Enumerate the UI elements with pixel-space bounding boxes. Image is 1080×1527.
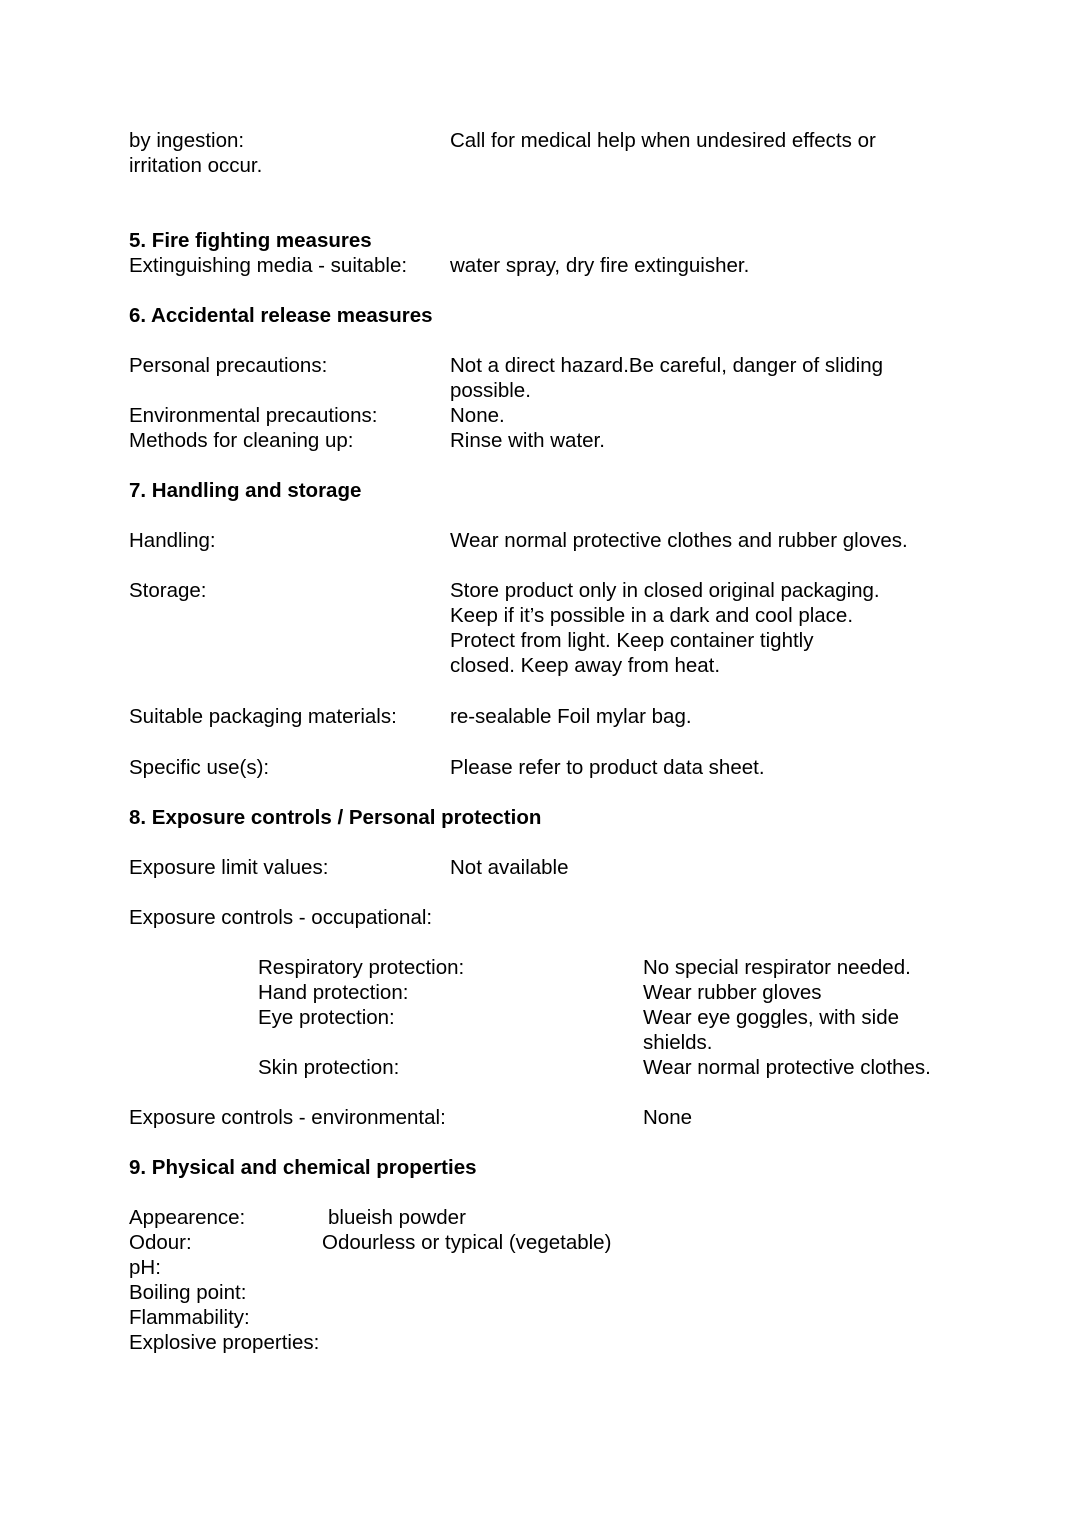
explosive-properties-label: Explosive properties: bbox=[129, 1331, 320, 1354]
storage-value-line-3: Protect from light. Keep container tightly bbox=[450, 629, 814, 652]
eye-protection-value: Wear eye goggles, with side bbox=[643, 1006, 900, 1029]
storage-value-line-1: Store product only in closed original packaging. bbox=[450, 579, 880, 602]
specific-use-value: Please refer to product data sheet. bbox=[450, 756, 765, 779]
cleaning-methods-value: Rinse with water. bbox=[450, 429, 605, 452]
environmental-controls-label: Exposure controls - environmental: bbox=[129, 1106, 446, 1129]
extinguishing-media-label: Extinguishing media - suitable: bbox=[129, 254, 408, 277]
ph-label: pH: bbox=[129, 1256, 161, 1279]
personal-precautions-value-cont: possible. bbox=[450, 379, 531, 402]
cleaning-methods-label: Methods for cleaning up: bbox=[129, 429, 354, 452]
hand-protection-value: Wear rubber gloves bbox=[643, 981, 822, 1004]
ingestion-value: Call for medical help when undesired effects or bbox=[450, 129, 876, 152]
eye-protection-label: Eye protection: bbox=[258, 1006, 395, 1029]
hand-protection-label: Hand protection: bbox=[258, 981, 409, 1004]
section-5-heading: 5. Fire fighting measures bbox=[129, 229, 372, 252]
environmental-precautions-label: Environmental precautions: bbox=[129, 404, 378, 427]
section-8-heading: 8. Exposure controls / Personal protection bbox=[129, 806, 542, 829]
packaging-materials-value: re-sealable Foil mylar bag. bbox=[450, 705, 692, 728]
packaging-materials-label: Suitable packaging materials: bbox=[129, 705, 397, 728]
occupational-controls-label: Exposure controls - occupational: bbox=[129, 906, 433, 929]
flammability-label: Flammability: bbox=[129, 1306, 250, 1329]
section-7-heading: 7. Handling and storage bbox=[129, 479, 362, 502]
respiratory-protection-value: No special respirator needed. bbox=[643, 956, 911, 979]
section-9-heading: 9. Physical and chemical properties bbox=[129, 1156, 477, 1179]
specific-use-label: Specific use(s): bbox=[129, 756, 270, 779]
exposure-limit-value: Not available bbox=[450, 856, 569, 879]
handling-label: Handling: bbox=[129, 529, 216, 552]
environmental-controls-value: None bbox=[643, 1106, 693, 1129]
exposure-limit-label: Exposure limit values: bbox=[129, 856, 329, 879]
handling-value: Wear normal protective clothes and rubber gloves. bbox=[450, 529, 908, 552]
ingestion-label: by ingestion: bbox=[129, 129, 245, 152]
environmental-precautions-value: None. bbox=[450, 404, 505, 427]
storage-value-line-4: closed. Keep away from heat. bbox=[450, 654, 721, 677]
skin-protection-value: Wear normal protective clothes. bbox=[643, 1056, 931, 1079]
extinguishing-media-value: water spray, dry fire extinguisher. bbox=[450, 254, 750, 277]
ingestion-value-cont: irritation occur. bbox=[129, 154, 263, 177]
storage-value-line-2: Keep if it’s possible in a dark and cool place. bbox=[450, 604, 854, 627]
section-6-heading: 6. Accidental release measures bbox=[129, 304, 433, 327]
storage-label: Storage: bbox=[129, 579, 207, 602]
skin-protection-label: Skin protection: bbox=[258, 1056, 400, 1079]
boiling-point-label: Boiling point: bbox=[129, 1281, 247, 1304]
personal-precautions-value: Not a direct hazard.Be careful, danger of sliding bbox=[450, 354, 884, 377]
odour-label: Odour: bbox=[129, 1231, 192, 1254]
personal-precautions-label: Personal precautions: bbox=[129, 354, 328, 377]
odour-value: Odourless or typical (vegetable) bbox=[322, 1231, 612, 1254]
appearance-label: Appearence: bbox=[129, 1206, 246, 1229]
respiratory-protection-label: Respiratory protection: bbox=[258, 956, 465, 979]
eye-protection-value-cont: shields. bbox=[643, 1031, 713, 1054]
appearance-value: blueish powder bbox=[328, 1206, 466, 1229]
